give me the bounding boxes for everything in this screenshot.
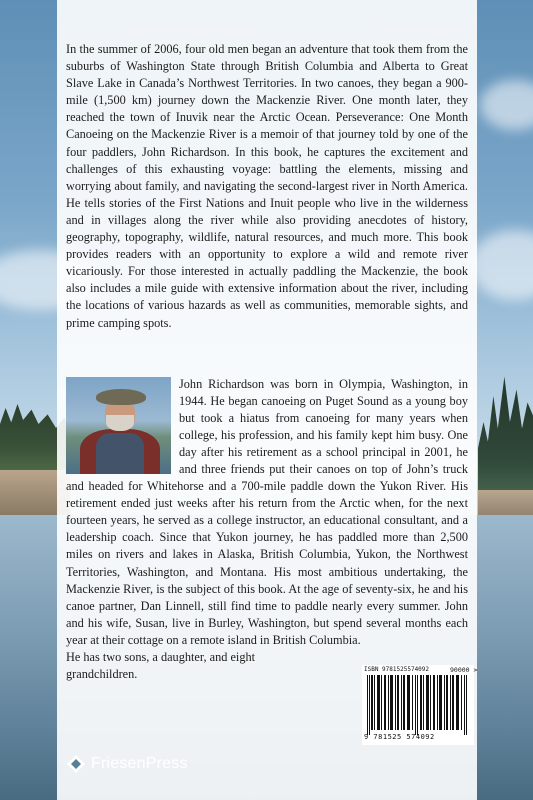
author-bio: John Richardson was born in Olympia, Washington, in 1944. He began canoeing on Puget Sound as a young boy but took a hiatus from canoeing for many years when college, his profession, and his family kept him busy. One day after his retirement as a school principal in 2001, he and three friends put their canoes on top of John’s truck and headed for Whitehorse and a 700-mile paddle down the Yukon River. His retirement ended just weeks after his return from the Arctic when, for the next fourteen years, he served as a college instructor, an educational consultant, and a leadership coach. Since that Yukon journey, he has paddled more than 2,500 miles on rivers and lakes in Alaska, British Columbia, Yukon, the Northwest Territories, Washington, and Montana. His most ambitious undertaking, the Mackenzie River, is the subject of this book. At the age of seventy-six, he and his canoe partner, Dan Linnell, still find time to paddle nearly every summer. John and his wife, Susan, live in Burley, Washington, but spend several months each year at their cottage on a remote island in British Columbia.: [66, 377, 468, 647]
barcode-bars: [365, 675, 471, 735]
author-bio-tail-line-2: grandchildren.: [66, 666, 138, 681]
friesenpress-diamond-icon: [66, 754, 86, 774]
isbn-barcode: [362, 665, 478, 745]
author-bio-tail-line-1: He has two sons, a daughter, and eight: [66, 649, 256, 664]
book-description: In the summer of 2006, four old men began an adventure that took them from the suburbs of Washington State through British Columbia and Alberta to Great Slave Lake in Canada’s Northwest Territories. In two canoes, they began a 900-mile (1,500 km) journey down the Mackenzie River. One month later, they reached the town of Inuvik near the Arctic Ocean. Perseverance: One Month Canoeing on the Mackenzie River is a memoir of that journey told by one of the four paddlers, John Richardson. In this book, he captures the excitement and challenges of this exhausting voyage: battling the elements, missing and worrying about family, and navigating the second-largest river in North America. He tells stories of the First Nations and Inuit people who live in the wilderness and in villages along the river while also providing anecdotes of history, geography, topography, wildlife, natural resources, and much more. This book provides readers with an opportunity to explore a wild and remote river vicariously. For those interested in actually paddling the Mackenzie, the book also includes a mile guide with extensive information about the river, including the locations of various hazards as well as communities, memorable sights, and prime camping spots.: [66, 42, 468, 330]
cloud: [470, 230, 533, 300]
price-code: 90000 >: [450, 666, 478, 674]
publisher-name: FriesenPress: [91, 755, 188, 772]
cloud: [480, 80, 533, 130]
photo-spacer: [66, 376, 179, 476]
author-bio-block: [66, 376, 468, 683]
publisher-brand: [66, 752, 188, 776]
isbn-text: ISBN 9781525574092: [364, 666, 430, 673]
barcode-digits: 9 781525 574092: [364, 733, 435, 741]
